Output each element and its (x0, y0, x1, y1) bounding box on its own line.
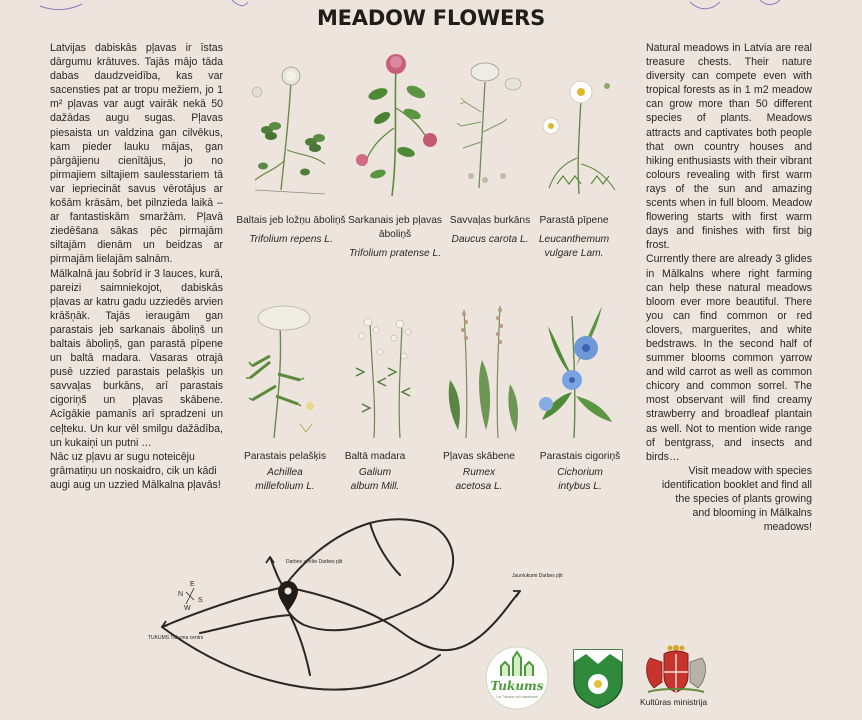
plant-common-name: Savvaļas burkāns (449, 215, 531, 226)
en-paragraph: Currently there are already 3 glides in Mālkalns where right farming can help these natural meadows bloom ever more beautiful. There you can find common or red clovers, marguerites, and white bedstraws. In the second half of summer blooms common yarrow and wild carrot as well as common chicory and common sorrel. The most observant will find creamy strawberry and broadleaf plantain as well. Not to mention wide range of bentgrass, and insects and birds… (646, 253, 812, 463)
lv-paragraph: Mālkalnā jau šobrīd ir 3 lauces, kurā, pareizi saimniekojot, dabiskās pļavas ar katru gadu uzziedēs arvien krāšņāk. Tajās ieraugām gan parastais jeb sarkanais āboliņš un baltais āboliņš, gan parastā pīpene un baltā madara. Vasaras otrajā pusē uzzied parastais pelašķis un savvaļas burkāns, arī parastais cigoriņš un pļavas skābene. Acīgākie pamanīs arī spradzeni un ceļteku. Un kur vēl smilgu dažādība, un kukaiņi un putni … (50, 267, 223, 449)
caption-wild-carrot (440, 214, 540, 247)
plant-latin-name: Galium album Mill. (350, 467, 400, 492)
chicory-illustration (532, 296, 624, 442)
bedstraw-illustration (340, 312, 432, 442)
tukums-logo-subtext: Lai Tukums ņeit nacekoeni (496, 695, 538, 699)
plant-common-name: Parastais pelašķis (243, 451, 327, 462)
plant-latin-name: Daucus carota L. (451, 234, 529, 245)
latvian-text-column (50, 41, 223, 492)
en-paragraph: Natural meadows in Latvia are real treasure chests. Their nature diversity can compete even with tropical forests as in 1 m2 meadow can grow more than 50 different species of plants. Meadows attracts and captivates both people that own country houses and hiking enthusiasts with their vibrant colours revealing with first warm rays of the sun and amazing scents when in full bloom. Meadow flowering starts with first warm days and finishes with first big frost. (646, 42, 812, 252)
caption-bedstraw (320, 450, 430, 494)
caption-chicory (525, 450, 635, 494)
ministry-label: Kultūras ministrija (640, 697, 708, 707)
plant-latin-name: Achillea millefolium L. (255, 467, 315, 492)
plant-common-name: Parastais cigoriņš (539, 451, 621, 462)
plant-latin-name: Cichorium intybus L. (557, 467, 603, 492)
yarrow-illustration (240, 296, 332, 442)
map-label-left: TUKUMS Tukuma centrs (148, 635, 204, 641)
plant-latin-name: Trifolium repens L. (249, 234, 333, 245)
plant-common-name: Sarkanais jeb pļavas āboliņš (347, 215, 442, 240)
white-clover-illustration (245, 60, 337, 200)
caption-white-clover (236, 214, 346, 247)
compass-w: W (184, 605, 191, 612)
red-clover-illustration (352, 48, 444, 200)
municipal-coat-of-arms-icon (570, 646, 626, 710)
lv-paragraph: Nāc uz pļavu ar sugu noteicēju grāmatiņu un noskaidro, cik un kādi augi aug un uzzied Mālkalna pļavās! (50, 450, 221, 491)
plant-latin-name: Trifolium pratense L. (348, 248, 442, 259)
compass-icon (178, 581, 203, 612)
location-pin-icon (278, 581, 298, 611)
sorrel-illustration (436, 300, 528, 442)
plant-common-name: Pļavas skābene (443, 451, 515, 462)
map-label-top: Darbes sēnīte Darbes pļit (286, 559, 343, 565)
plant-latin-name: Leucanthemum vulgare Lam. (538, 234, 610, 259)
plant-common-name: Parastā pīpene (539, 215, 609, 226)
compass-e: E (190, 581, 195, 588)
oxeye-daisy-illustration (537, 68, 629, 198)
caption-red-clover (340, 214, 450, 261)
tukums-logo-text: Tukums (490, 679, 544, 693)
compass-n: N (178, 591, 184, 598)
plant-latin-name: Rumex acetosa L. (455, 467, 503, 492)
plant-common-name: Baltais jeb ložņu āboliņš (236, 215, 346, 226)
tukums-logo (485, 646, 549, 710)
english-text-column (646, 41, 812, 534)
caption-oxeye-daisy (527, 214, 621, 261)
caption-sorrel (424, 450, 534, 494)
page-title: MEADOW FLOWERS (316, 6, 546, 30)
wild-carrot-illustration (451, 52, 543, 192)
map-label-right: Jaunlukumi Darbes pļit (512, 573, 563, 579)
lv-paragraph: Latvijas dabiskās pļavas ir īstas dārgumu krātuves. Tajās mājo tāda dabas daudzveidība, kas var sacensties pat ar tropu mežiem, jo 1 m² pļavas var augt vairāk nekā 50 dažādas augu sugas. Pļavas piesaista un valdzina gan cilvēkus, kam pieder lauku mājas, gan pārgājienu cienītājus, jo no pirmajiem siltajiem saulesstariem tā var iepriecināt savus vērotājus ar košām krāsām, bet pilnzieda laikā – ar fantastiskām smaržām. Pļavā ziedēšana sākas pēc pirmajām siltajām dienām un beidzas ar pirmajām lielajām salnām. (50, 42, 223, 266)
plant-common-name: Baltā madara (344, 451, 406, 462)
en-paragraph: Visit meadow with species identification booklet and find all the species of plants growing and blooming in Mālkalns meadows! (661, 464, 812, 534)
compass-s: S (198, 597, 203, 604)
latvia-coat-of-arms-icon (640, 642, 712, 696)
